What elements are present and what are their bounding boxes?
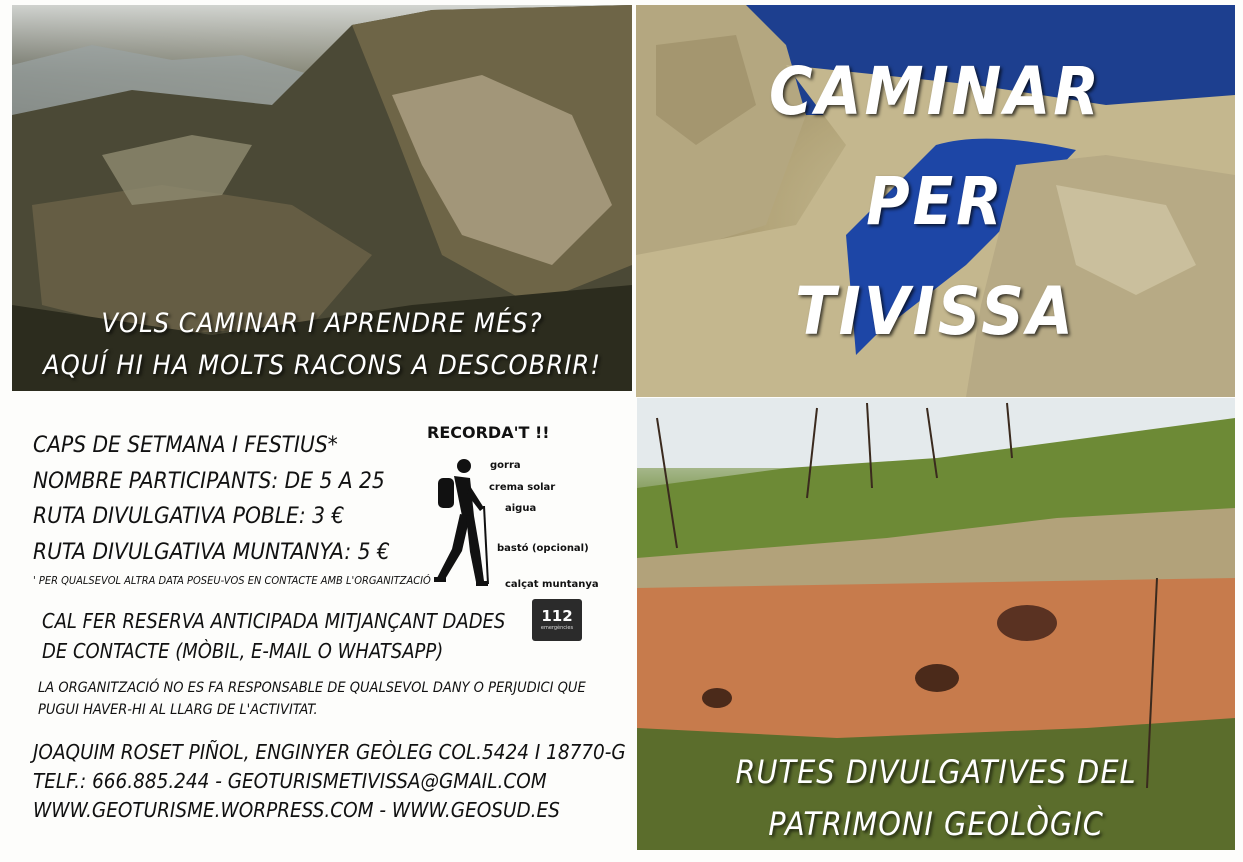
phone-email: TELF.: 666.885.244 - GEOTURISMETIVISSA@GMAIL.COM xyxy=(33,769,547,793)
promo-question xyxy=(12,303,632,387)
routes-caption xyxy=(637,746,1235,850)
hiker-icon xyxy=(432,456,492,591)
promo-line-1: VOLS CAMINAR I APRENDRE MÉS? xyxy=(101,308,543,339)
mountain-route-price: RUTA DIVULGATIVA MUNTANYA: 5 € xyxy=(33,538,390,565)
contact-info xyxy=(33,738,626,825)
websites: WWW.GEOTURISME.WORPRESS.COM - WWW.GEOSUD.ES xyxy=(33,798,560,822)
participants-text: NOMBRE PARTICIPANTS: DE 5 A 25 xyxy=(33,467,385,494)
item-water: aigua xyxy=(505,503,537,514)
reservation-notice xyxy=(42,606,505,666)
title-line-2: PER xyxy=(866,163,1005,240)
disclaimer-line-2: PUGUI HAVER-HI AL LLARG DE L'ACTIVITAT. xyxy=(38,702,318,718)
reservation-line-1: CAL FER RESERVA ANTICIPADA MITJANÇANT DADES xyxy=(42,609,506,633)
title-line-3: TIVISSA xyxy=(795,273,1076,350)
liability-disclaimer xyxy=(38,677,586,721)
village-route-price: RUTA DIVULGATIVA POBLE: 3 € xyxy=(33,503,345,529)
routes-line-2: PATRIMONI GEOLÒGIC xyxy=(768,805,1104,843)
emergency-112-badge xyxy=(532,599,582,641)
disclaimer-line-1: LA ORGANITZACIÓ NO ES FA RESPONSABLE DE QUALSEVOL DANY O PERJUDICI QUE xyxy=(38,680,586,696)
organizer-name: JOAQUIM ROSET PIÑOL, ENGINYER GEÒLEG COL.5424 I 18770-G xyxy=(33,740,626,764)
activity-details xyxy=(33,428,390,570)
item-mountain-boots: calçat muntanya xyxy=(505,579,599,590)
photo-rock-arch xyxy=(636,5,1235,397)
item-walking-stick: bastó (opcional) xyxy=(497,543,589,554)
emergency-number: 112 xyxy=(541,607,573,625)
photo-red-cliffs xyxy=(637,398,1235,850)
reservation-line-2: DE CONTACTE (MÒBIL, E-MAIL O WHATSAPP) xyxy=(42,639,444,663)
footnote: ' PER QUALSEVOL ALTRA DATA POSEU-VOS EN CONTACTE AMB L'ORGANITZACIÓ xyxy=(33,574,431,587)
emergency-label: emergències xyxy=(540,625,574,631)
item-sunscreen: crema solar xyxy=(489,482,556,493)
item-cap: gorra xyxy=(490,460,521,471)
routes-line-1: RUTES DIVULGATIVES DEL xyxy=(735,753,1137,791)
photo-mountain-cliffs xyxy=(12,5,632,391)
promo-line-2: AQUÍ HI HA MOLTS RACONS A DESCOBRIR! xyxy=(43,350,601,381)
schedule-text: CAPS DE SETMANA I FESTIUS* xyxy=(33,432,338,458)
main-title xyxy=(636,37,1235,367)
title-line-1: CAMINAR xyxy=(768,53,1103,130)
reminder-title: RECORDA'T !! xyxy=(427,423,550,442)
